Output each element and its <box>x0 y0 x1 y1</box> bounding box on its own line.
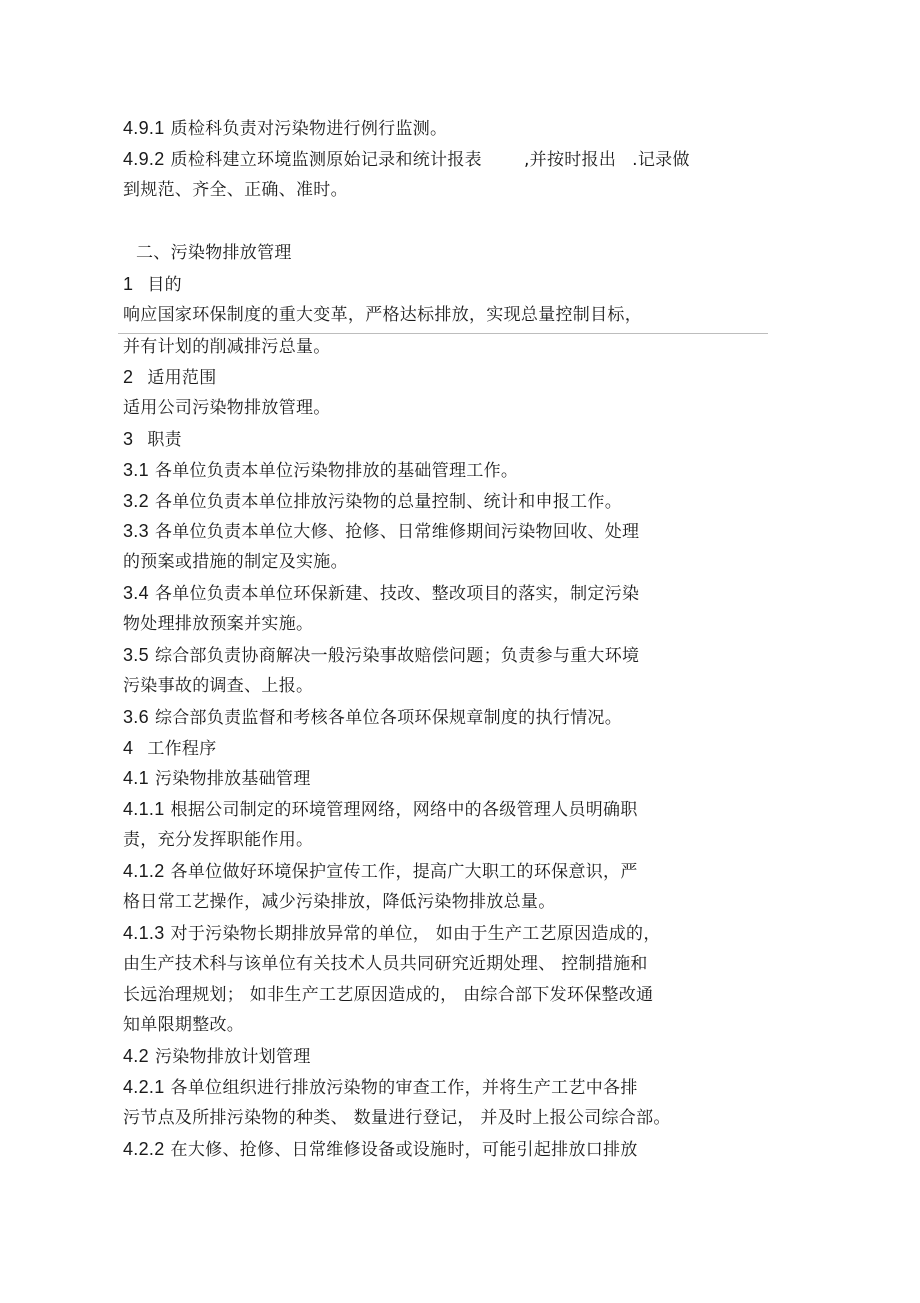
clause-text-tail: ,并按时报出 <box>523 150 617 170</box>
line-text: 污节点及所排污染物的种类、 数量进行登记， 并及时上报公司综合部。 <box>123 1108 671 1128</box>
clause-number: 3.3 <box>123 521 149 541</box>
text-line <box>123 336 331 358</box>
clause-number: 4 <box>123 738 134 758</box>
line-text: 格日常工艺操作，减少污染排放，降低污染物排放总量。 <box>123 892 556 912</box>
clause-4-1 <box>123 767 311 790</box>
clause-4-2-1 <box>123 1076 638 1099</box>
line-text: 响应国家环保制度的重大变革，严格达标排放，实现总量控制目标， <box>123 305 642 325</box>
line-text: 知单限期整改。 <box>123 1015 245 1035</box>
clause-text: 各单位做好环境保护宣传工作，提高广大职工的环保意识，严 <box>170 862 638 882</box>
clause-text-tail: .记录做 <box>632 150 690 170</box>
clause-text: 综合部负责监督和考核各单位各项环保规章制度的执行情况。 <box>154 708 623 728</box>
line-text: 污染事故的调查、上报。 <box>123 676 314 696</box>
text-line <box>123 891 556 913</box>
text-line <box>123 179 348 201</box>
clause-number: 4.2 <box>123 1046 149 1066</box>
clause-text: 各单位负责本单位排放污染物的总量控制、统计和申报工作。 <box>154 492 623 512</box>
clause-3-6 <box>123 706 622 729</box>
section-3-heading <box>123 428 182 451</box>
clause-3-2 <box>123 490 622 513</box>
line-text: 责，充分发挥职能作用。 <box>123 830 314 850</box>
text-line <box>123 613 313 635</box>
clause-number: 4.2.1 <box>123 1077 165 1097</box>
text-line <box>123 829 313 851</box>
section-heading <box>136 242 292 264</box>
heading-text: 工作程序 <box>147 739 217 759</box>
text-line <box>123 551 348 573</box>
text-line <box>123 984 653 1006</box>
line-text: 到规范、齐全、正确、准时。 <box>123 180 348 200</box>
line-text: 并有计划的削减排污总量。 <box>123 337 331 357</box>
section-1-heading <box>123 273 182 296</box>
clause-number: 4.1.3 <box>123 923 165 943</box>
line-text: 长远治理规划； 如非生产工艺原因造成的， 由综合部下发环保整改通 <box>123 985 654 1005</box>
horizontal-rule <box>118 333 768 334</box>
clause-text: 根据公司制定的环境管理网络，网络中的各级管理人员明确职 <box>170 800 638 820</box>
clause-text: 各单位负责本单位污染物排放的基础管理工作。 <box>154 461 519 481</box>
clause-3-3 <box>123 520 639 543</box>
clause-text: 污染物排放计划管理 <box>154 1047 311 1067</box>
clause-number: 2 <box>123 367 134 387</box>
text-line <box>123 304 642 326</box>
line-text: 的预案或措施的制定及实施。 <box>123 552 348 572</box>
section-2-heading <box>123 366 217 389</box>
clause-4-1-3 <box>123 922 661 945</box>
clause-number: 4.9.1 <box>123 118 165 138</box>
clause-4-2-2 <box>123 1138 638 1161</box>
clause-text: 质检科建立环境监测原始记录和统计报表 <box>170 150 482 170</box>
clause-3-5 <box>123 644 639 667</box>
clause-3-4 <box>123 582 639 605</box>
clause-text: 各单位负责本单位环保新建、技改、整改项目的落实，制定污染 <box>154 584 640 604</box>
section-4-heading <box>123 737 217 760</box>
clause-text: 各单位负责本单位大修、抢修、日常维修期间污染物回收、处理 <box>154 522 640 542</box>
clause-number: 4.2.2 <box>123 1139 165 1159</box>
clause-number: 3.5 <box>123 645 149 665</box>
clause-4-9-1 <box>123 117 447 140</box>
clause-number: 3 <box>123 429 134 449</box>
clause-number: 1 <box>123 274 134 294</box>
clause-number: 3.2 <box>123 491 149 511</box>
clause-4-1-1 <box>123 798 638 821</box>
clause-text: 污染物排放基础管理 <box>154 769 311 789</box>
clause-text: 质检科负责对污染物进行例行监测。 <box>170 119 448 139</box>
clause-4-9-2 <box>123 148 690 171</box>
clause-4-2 <box>123 1045 311 1068</box>
clause-number: 4.9.2 <box>123 149 165 169</box>
clause-number: 3.6 <box>123 707 149 727</box>
clause-text: 综合部负责协商解决一般污染事故赔偿问题；负责参与重大环境 <box>154 646 640 666</box>
text-line <box>123 397 331 419</box>
clause-number: 3.4 <box>123 583 149 603</box>
clause-number: 4.1 <box>123 768 149 788</box>
line-text: 由生产技术科与该单位有关技术人员共同研究近期处理、 控制措施和 <box>123 954 648 974</box>
heading-text: 目的 <box>147 275 182 295</box>
line-text: 适用公司污染物排放管理。 <box>123 398 331 418</box>
clause-text: 各单位组织进行排放污染物的审查工作，并将生产工艺中各排 <box>170 1078 638 1098</box>
line-text: 物处理排放预案并实施。 <box>123 614 314 634</box>
text-line <box>123 953 648 975</box>
clause-text: 对于污染物长期排放异常的单位， 如由于生产工艺原因造成的， <box>170 924 661 944</box>
clause-number: 4.1.1 <box>123 799 165 819</box>
clause-number: 3.1 <box>123 460 149 480</box>
clause-text: 在大修、抢修、日常维修设备或设施时，可能引起排放口排放 <box>170 1140 638 1160</box>
clause-4-1-2 <box>123 860 638 883</box>
heading-text: 职责 <box>147 430 182 450</box>
clause-3-1 <box>123 459 518 482</box>
text-line <box>123 675 313 697</box>
heading-text: 适用范围 <box>147 368 217 388</box>
text-line <box>123 1014 244 1036</box>
clause-number: 4.1.2 <box>123 861 165 881</box>
heading-text: 二、污染物排放管理 <box>136 243 292 263</box>
text-line <box>123 1107 671 1129</box>
